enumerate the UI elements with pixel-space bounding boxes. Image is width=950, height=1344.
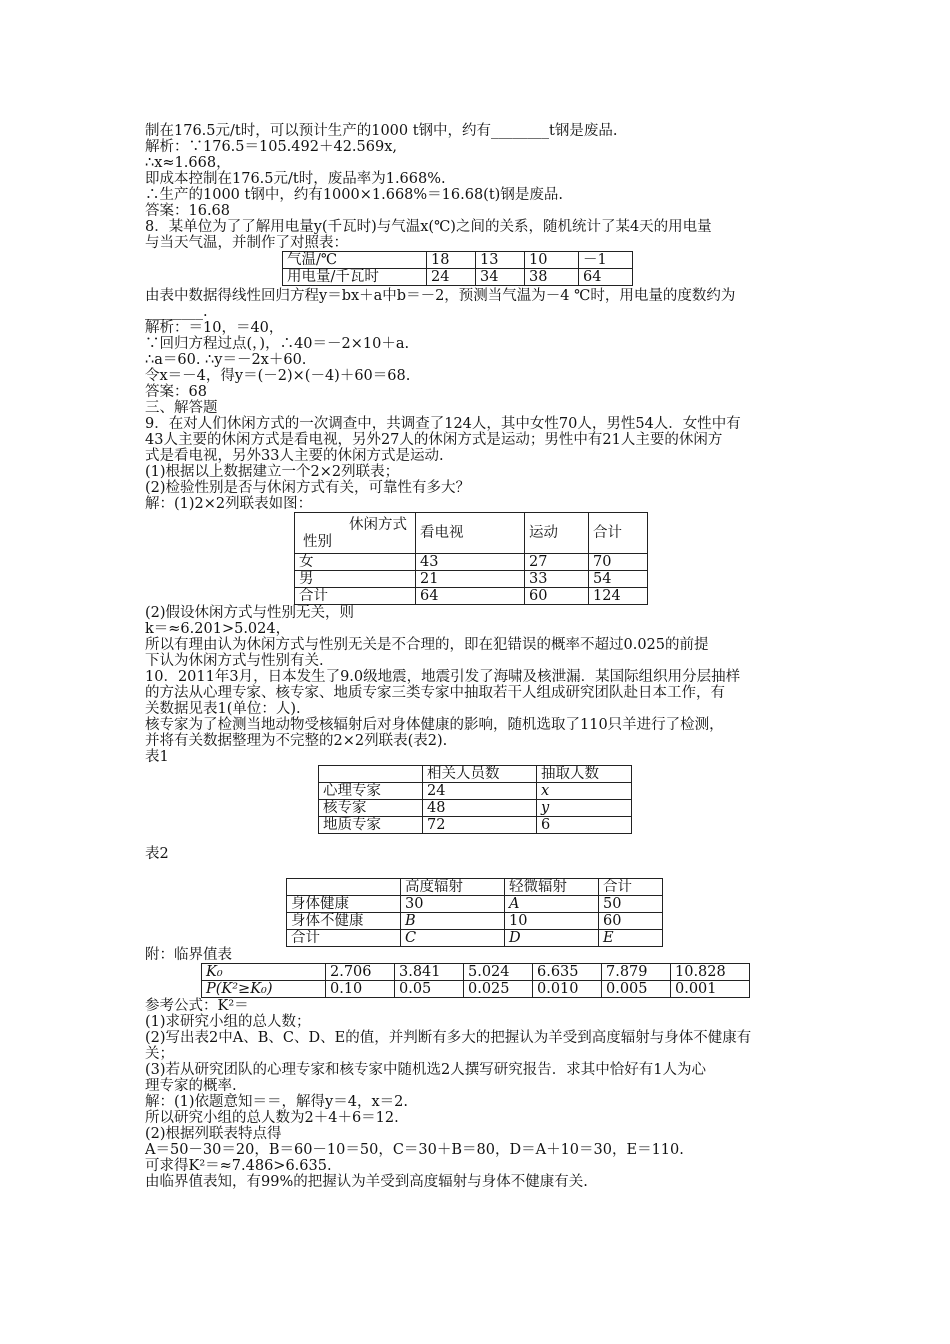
table-cell: 男 bbox=[295, 571, 416, 588]
text-line: 关； bbox=[145, 1046, 174, 1062]
table-cell bbox=[401, 930, 505, 947]
text-line: ________. bbox=[145, 304, 208, 320]
table-cell: 54 bbox=[589, 571, 648, 588]
table-cell: 60 bbox=[599, 913, 663, 930]
table-row bbox=[295, 588, 648, 605]
table-row bbox=[295, 571, 648, 588]
text-line: 参考公式：K²＝ bbox=[145, 998, 249, 1014]
variable-b: B bbox=[405, 913, 416, 929]
table-cell: 3.841 bbox=[395, 964, 464, 981]
table-cell: 34 bbox=[476, 269, 525, 286]
diagonal-header-cell bbox=[295, 513, 416, 554]
text-line: 答案：16.68 bbox=[145, 203, 231, 219]
text-line: 所以有理由认为休闲方式与性别无关是不合理的，即在犯错误的概率不超过0.025的前提 bbox=[145, 637, 709, 653]
text-line: 可求得K²＝≈7.486>6.635. bbox=[145, 1158, 332, 1174]
variable-e: E bbox=[603, 930, 614, 946]
table-cell: 48 bbox=[423, 800, 537, 817]
table-cell: 女 bbox=[295, 554, 416, 571]
diag-top-label: 休闲方式 bbox=[349, 517, 407, 533]
table-cell: 30 bbox=[401, 896, 505, 913]
table-row bbox=[287, 913, 663, 930]
table-cell: 6.635 bbox=[533, 964, 602, 981]
text-line: (2)检验性别是否与休闲方式有关，可靠性有多大？ bbox=[145, 480, 471, 496]
table-2-label: 表2 bbox=[145, 846, 169, 862]
text-line: 解析：∵176.5＝105.492＋42.569x, bbox=[145, 139, 397, 155]
diag-bottom-label: 性别 bbox=[303, 534, 332, 550]
table-row bbox=[319, 800, 632, 817]
text-line: 答案：68 bbox=[145, 384, 207, 400]
table-cell: 身体健康 bbox=[287, 896, 401, 913]
variable-c: C bbox=[405, 930, 417, 946]
probability-label: P(K²≥K₀) bbox=[206, 981, 273, 997]
table-row bbox=[287, 896, 663, 913]
text-line: 所以研究小组的总人数为2＋4＋6＝12. bbox=[145, 1110, 399, 1126]
text-block-d bbox=[145, 998, 815, 1190]
table-cell: 气温/℃ bbox=[283, 252, 427, 269]
table-cell: 38 bbox=[525, 269, 579, 286]
table-cell: 27 bbox=[525, 554, 589, 571]
text-line: (3)若从研究团队的心理专家和核专家中随机选2人撰写研究报告．求其中恰好有1人为心 bbox=[145, 1062, 706, 1078]
variable-x: x bbox=[541, 783, 550, 799]
table-cell: 72 bbox=[423, 817, 537, 834]
text-line: 10．2011年3月，日本发生了9.0级地震，地震引发了海啸及核泄漏．某国际组织用分层抽样 bbox=[145, 669, 741, 685]
table-cell bbox=[202, 981, 326, 998]
table-cell: 用电量/千瓦时 bbox=[283, 269, 427, 286]
text-line: (2)写出表2中A、B、C、D、E的值，并判断有多大的把握认为羊受到高度辐射与身体不健康有 bbox=[145, 1030, 752, 1046]
text-line: (1)根据以上数据建立一个2×2列联表； bbox=[145, 464, 400, 480]
table-row bbox=[202, 964, 750, 981]
text-line: (2)根据列联表特点得 bbox=[145, 1126, 282, 1142]
critical-table-label: 附：临界值表 bbox=[145, 947, 232, 963]
table-row bbox=[287, 930, 663, 947]
text-line: 制在176.5元/t时，可以预计生产的1000 t钢中，约有________t钢是废品. bbox=[145, 123, 618, 139]
text-line: 由表中数据得线性回归方程y＝bx＋a中b＝－2，预测当气温为－4 ℃时，用电量的度数约为 bbox=[145, 288, 736, 304]
text-line: 与当天气温，并制作了对照表： bbox=[145, 235, 348, 251]
table-header-cell: 相关人员数 bbox=[423, 766, 537, 783]
table-header-cell: 合计 bbox=[589, 513, 648, 554]
table-cell: 地质专家 bbox=[319, 817, 423, 834]
text-line: 理专家的概率. bbox=[145, 1078, 237, 1094]
contingency-table-leisure bbox=[294, 512, 648, 605]
table-cell: 2.706 bbox=[326, 964, 395, 981]
k0-label: K₀ bbox=[206, 964, 223, 980]
critical-value-table bbox=[201, 963, 750, 998]
table-cell: 64 bbox=[416, 588, 525, 605]
table-2-radiation bbox=[286, 878, 663, 947]
table-cell: 核专家 bbox=[319, 800, 423, 817]
text-line: 即成本控制在176.5元/t时，废品率为1.668%. bbox=[145, 171, 446, 187]
table-cell: 身体不健康 bbox=[287, 913, 401, 930]
table-cell: －1 bbox=[579, 252, 633, 269]
table-cell: 0.025 bbox=[464, 981, 533, 998]
table-cell: 124 bbox=[589, 588, 648, 605]
text-line: 并将有关数据整理为不完整的2×2列联表(表2). bbox=[145, 733, 448, 749]
table-cell: 0.005 bbox=[602, 981, 671, 998]
table-header-cell: 抽取人数 bbox=[537, 766, 632, 783]
table-cell bbox=[505, 896, 599, 913]
text-line: 关数据见表1(单位：人). bbox=[145, 701, 301, 717]
table-cell: 0.010 bbox=[533, 981, 602, 998]
text-line: k＝≈6.201>5.024， bbox=[145, 621, 291, 637]
table-header-cell: 合计 bbox=[599, 879, 663, 896]
table-row bbox=[319, 783, 632, 800]
table-cell: 7.879 bbox=[602, 964, 671, 981]
text-line: 表1 bbox=[145, 749, 169, 765]
spacer bbox=[145, 862, 815, 878]
table-cell: 64 bbox=[579, 269, 633, 286]
text-line: 三、解答题 bbox=[145, 400, 218, 416]
table-cell: 合计 bbox=[287, 930, 401, 947]
text-line: 8．某单位为了了解用电量y(千瓦时)与气温x(℃)之间的关系，随机统计了某4天的用电量 bbox=[145, 219, 712, 235]
table-cell: 70 bbox=[589, 554, 648, 571]
table-cell: 6 bbox=[537, 817, 632, 834]
table-cell: 10 bbox=[505, 913, 599, 930]
table-cell: 24 bbox=[427, 269, 476, 286]
text-line: 解：(1)2×2列联表如图： bbox=[145, 496, 313, 512]
table-row bbox=[287, 879, 663, 896]
text-line: 解析：＝10，＝40， bbox=[145, 320, 284, 336]
table-cell: 21 bbox=[416, 571, 525, 588]
table-cell bbox=[401, 913, 505, 930]
text-line: 的方法从心理专家、核专家、地质专家三类专家中抽取若干人组成研究团队赴日本工作，有 bbox=[145, 685, 725, 701]
table-cell: 50 bbox=[599, 896, 663, 913]
table-row bbox=[319, 817, 632, 834]
table-cell: 60 bbox=[525, 588, 589, 605]
text-line: 解：(1)依题意知＝＝，解得y＝4，x＝2. bbox=[145, 1094, 408, 1110]
variable-y: y bbox=[541, 800, 550, 816]
table-cell: 43 bbox=[416, 554, 525, 571]
table-header-cell bbox=[319, 766, 423, 783]
table-1-experts bbox=[318, 765, 632, 834]
table-header-cell: 看电视 bbox=[416, 513, 525, 554]
text-line: 下认为休闲方式与性别有关. bbox=[145, 653, 324, 669]
text-line: ∴a＝60. ∴y＝－2x＋60. bbox=[145, 352, 307, 368]
text-block-a bbox=[145, 123, 815, 251]
table-row bbox=[202, 981, 750, 998]
text-line: (1)求研究小组的总人数； bbox=[145, 1014, 311, 1030]
text-line: 核专家为了检测当地动物受核辐射后对身体健康的影响，随机选取了110只羊进行了检测， bbox=[145, 717, 724, 733]
table-cell: 合计 bbox=[295, 588, 416, 605]
table-header-cell bbox=[287, 879, 401, 896]
text-line: 令x＝－4，得y＝(－2)×(－4)＋60＝68. bbox=[145, 368, 411, 384]
table-cell: 0.05 bbox=[395, 981, 464, 998]
variable-d: D bbox=[509, 930, 521, 946]
table-cell: 5.024 bbox=[464, 964, 533, 981]
text-line: (2)假设休闲方式与性别无关，则 bbox=[145, 605, 355, 621]
text-line: 43人主要的休闲方式是看电视，另外27人的休闲方式是运动；男性中有21人主要的休闲方 bbox=[145, 432, 723, 448]
table-cell bbox=[599, 930, 663, 947]
table-cell: 心理专家 bbox=[319, 783, 423, 800]
table-cell bbox=[537, 800, 632, 817]
table-header-cell: 运动 bbox=[525, 513, 589, 554]
table-header-cell: 高度辐射 bbox=[401, 879, 505, 896]
temperature-power-table bbox=[282, 251, 633, 286]
table-cell: 24 bbox=[423, 783, 537, 800]
table-cell: 33 bbox=[525, 571, 589, 588]
table-row bbox=[283, 269, 633, 286]
text-line: A＝50－30＝20，B＝60－10＝50，C＝30＋B＝80，D＝A＋10＝30，E＝110. bbox=[145, 1142, 684, 1158]
table-cell: 0.10 bbox=[326, 981, 395, 998]
text-block-c bbox=[145, 605, 815, 765]
variable-a: A bbox=[509, 896, 520, 912]
table-row bbox=[295, 513, 648, 554]
table-cell: 10.828 bbox=[671, 964, 750, 981]
table-cell bbox=[202, 964, 326, 981]
table-cell: 18 bbox=[427, 252, 476, 269]
text-line: 由临界值表知，有99%的把握认为羊受到高度辐射与身体不健康有关. bbox=[145, 1174, 588, 1190]
text-line: ∵回归方程过点(，)，∴40＝－2×10＋a. bbox=[145, 336, 410, 352]
table-row bbox=[283, 252, 633, 269]
table-cell bbox=[537, 783, 632, 800]
table-cell: 0.001 bbox=[671, 981, 750, 998]
document-page bbox=[145, 123, 815, 1190]
text-line: ∴x≈1.668， bbox=[145, 155, 231, 171]
table-cell: 10 bbox=[525, 252, 579, 269]
text-line: 9．在对人们休闲方式的一次调查中，共调查了124人，其中女性70人，男性54人．女性中有 bbox=[145, 416, 741, 432]
table-header-cell: 轻微辐射 bbox=[505, 879, 599, 896]
table-cell: 13 bbox=[476, 252, 525, 269]
text-line: 式是看电视，另外33人主要的休闲方式是运动. bbox=[145, 448, 444, 464]
text-block-b bbox=[145, 288, 815, 512]
table-row bbox=[319, 766, 632, 783]
text-line: ∴生产的1000 t钢中，约有1000×1.668%＝16.68(t)钢是废品. bbox=[145, 187, 563, 203]
table-cell bbox=[505, 930, 599, 947]
